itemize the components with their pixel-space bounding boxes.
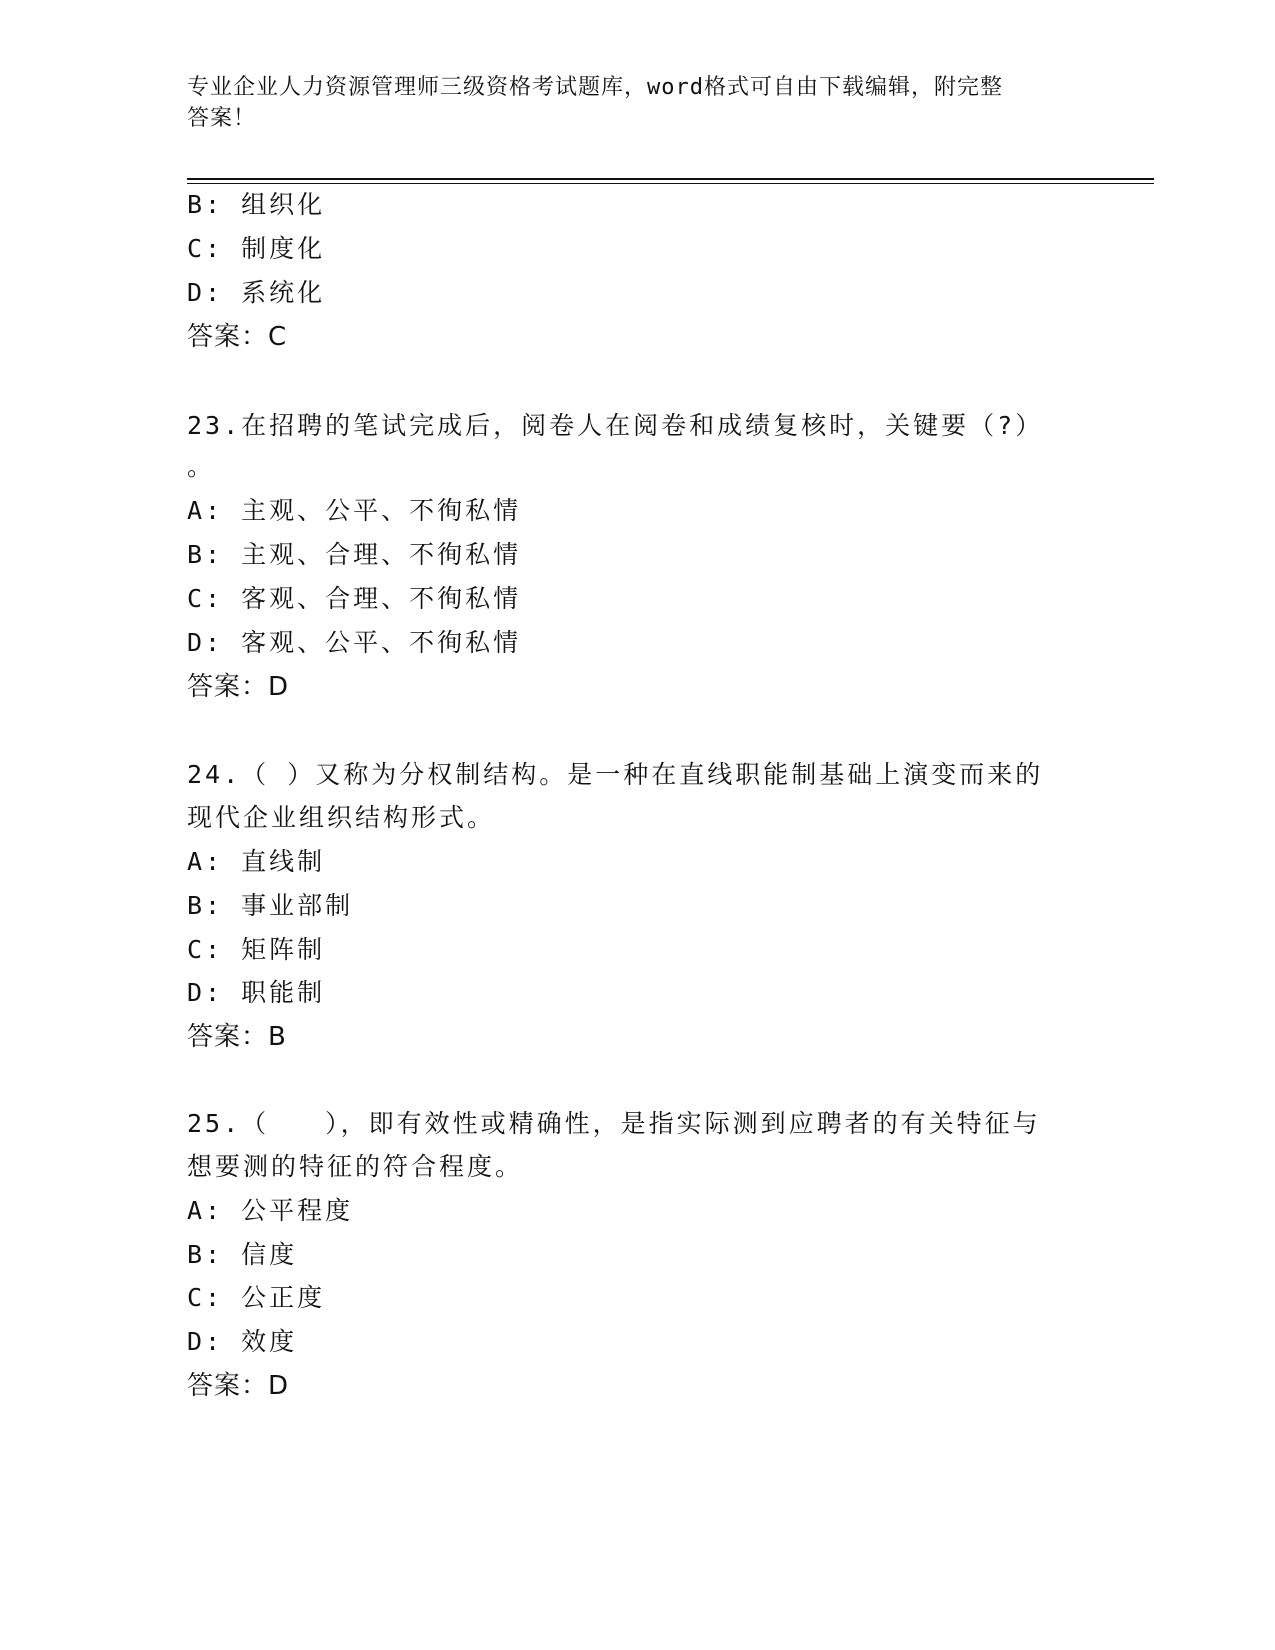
header-divider-thin [187,183,1154,184]
q23-option-a: A: 主观、公平、不徇私情 [187,496,522,525]
q23-option-b: B: 主观、合理、不徇私情 [187,540,522,569]
header-line-2: 答案！ [187,106,257,131]
q24-answer: 答案：B [187,1022,287,1052]
q24-option-c: C: 矩阵制 [187,935,326,964]
prev-option-b: B: 组织化 [187,190,326,219]
q25-option-d: D: 效度 [187,1327,298,1356]
q25-stem-line-2: 想要测的特征的符合程度。 [187,1152,524,1181]
header-line-1: 专业企业人力资源管理师三级资格考试题库，word格式可自由下载编辑，附完整 [187,75,1003,100]
q23-stem-line-2: 。 [187,452,216,481]
page-header [187,72,1067,134]
q23-option-d: D: 客观、公平、不徇私情 [187,628,522,657]
q24-option-b: B: 事业部制 [187,891,354,920]
q24-option-d: D: 职能制 [187,978,326,1007]
q23-answer: 答案：D [187,672,290,702]
q25-answer: 答案：D [187,1371,290,1401]
q25-stem-line-1: 25.（ ），即有效性或精确性，是指实际测到应聘者的有关特征与 [187,1109,1041,1138]
prev-answer: 答案：C [187,322,288,352]
q25-option-b: B: 信度 [187,1240,298,1269]
q24-option-a: A: 直线制 [187,847,326,876]
prev-option-d: D: 系统化 [187,278,326,307]
q23-option-c: C: 客观、合理、不徇私情 [187,584,522,613]
q25-option-a: A: 公平程度 [187,1196,354,1225]
prev-option-c: C: 制度化 [187,234,326,263]
q23-stem-line-1: 23.在招聘的笔试完成后，阅卷人在阅卷和成绩复核时，关键要（?） [187,411,1044,440]
header-divider-thick [187,178,1154,180]
q24-stem-line-1: 24.（ ）又称为分权制结构。是一种在直线职能制基础上演变而来的 [187,760,1044,789]
q25-option-c: C: 公正度 [187,1283,326,1312]
q24-stem-line-2: 现代企业组织结构形式。 [187,803,496,832]
